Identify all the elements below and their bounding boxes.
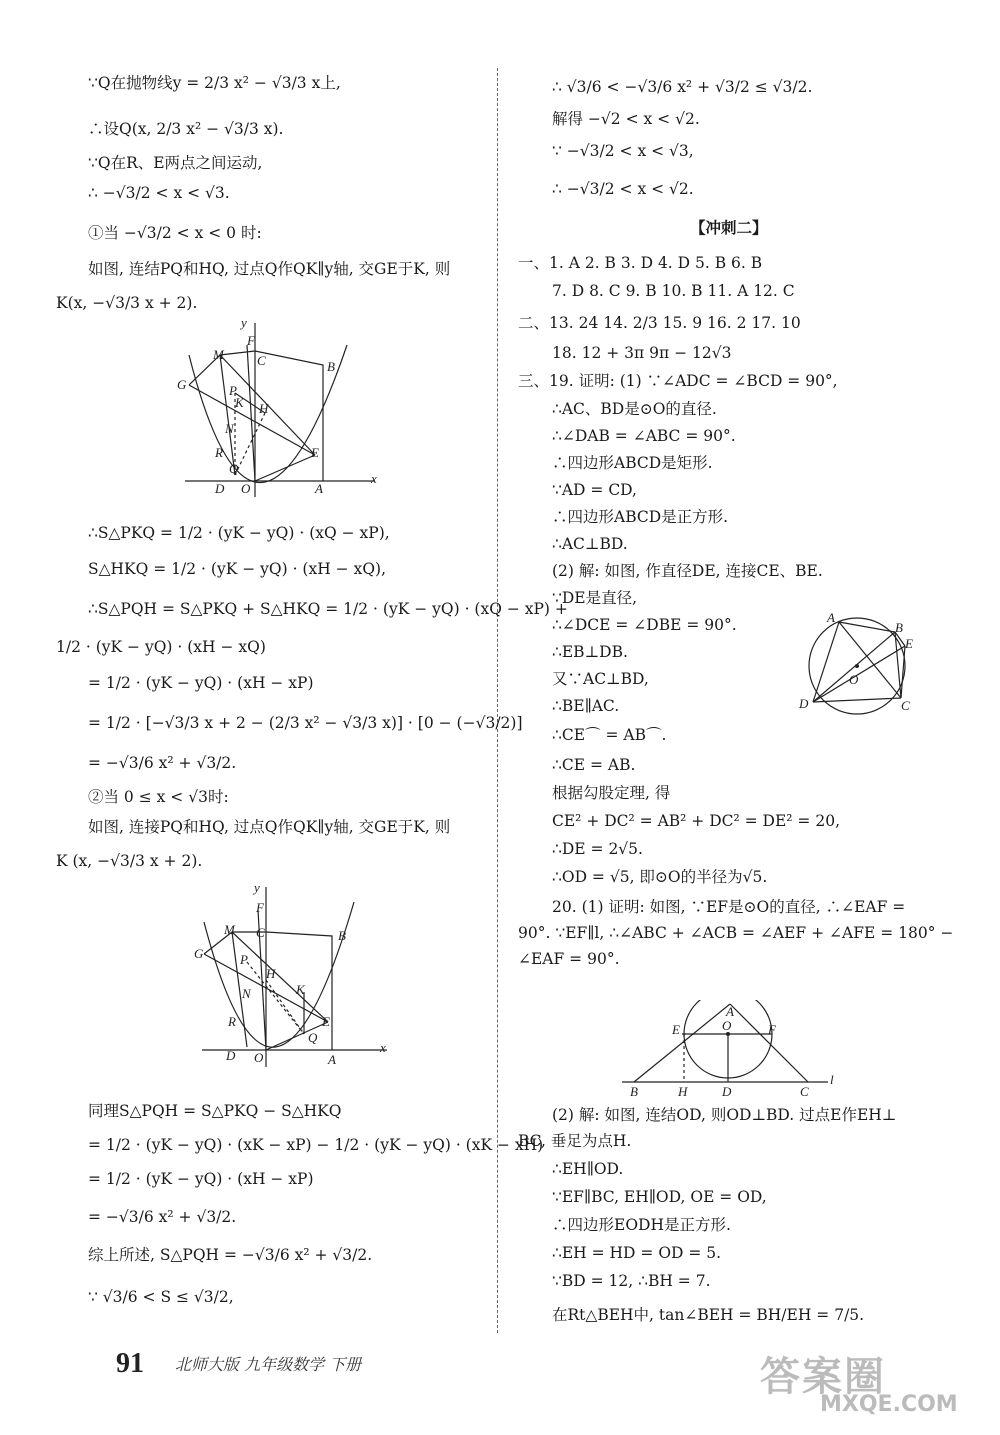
svg-text:C: C: [256, 925, 265, 940]
svg-text:D: D: [722, 1084, 732, 1099]
text-line: ∵EF∥BC, EH∥OD, OE = OD,: [552, 1188, 767, 1206]
text-line: 二、13. 24 14. 2/3 15. 9 16. 2 17. 10: [518, 314, 801, 332]
text-line: ∴ −√3/2 < x < √2.: [552, 180, 694, 198]
watermark-url: MXQE.COM: [820, 1392, 958, 1417]
svg-text:N: N: [242, 986, 251, 1001]
page-number: 91: [116, 1348, 144, 1379]
text-line: 同理S△PQH = S△PKQ − S△HKQ: [88, 1102, 342, 1120]
text-line: 又∵AC⊥BD,: [552, 670, 649, 688]
text-line: ∴EH∥OD.: [552, 1160, 624, 1178]
text-line: ∵AD = CD,: [552, 481, 637, 499]
text-line: ∴ −√3/2 < x < √3.: [88, 184, 230, 202]
text-line: 一、1. A 2. B 3. D 4. D 5. B 6. B: [518, 254, 763, 272]
svg-text:F: F: [247, 333, 255, 348]
text-line: ∴四边形ABCD是矩形.: [552, 454, 713, 472]
svg-text:P: P: [229, 383, 237, 398]
svg-text:R: R: [215, 445, 223, 460]
text-line: ①当 −√3/2 < x < 0 时:: [88, 224, 262, 242]
text-line: 1/2 · (yK − yQ) · (xH − xQ): [56, 638, 266, 656]
svg-text:B: B: [895, 620, 903, 635]
text-line: ∵DE是直径,: [552, 589, 638, 607]
text-line: BC, 垂足为点H.: [518, 1132, 632, 1150]
svg-text:G: G: [194, 946, 204, 961]
svg-text:y: y: [241, 315, 247, 330]
svg-text:F: F: [256, 900, 264, 915]
text-line: = 1/2 · (yK − yQ) · (xH − xP): [88, 674, 314, 692]
book-title: 北师大版 九年级数学 下册: [175, 1355, 362, 1374]
text-line: ∵BD = 12, ∴BH = 7.: [552, 1272, 711, 1290]
text-line: ∴EH = HD = OD = 5.: [552, 1244, 722, 1262]
text-line: 在Rt△BEH中, tan∠BEH = BH/EH = 7/5.: [552, 1306, 865, 1324]
svg-text:B: B: [630, 1084, 638, 1099]
text-line: 解得 −√2 < x < √2.: [552, 110, 700, 128]
text-line: 根据勾股定理, 得: [552, 784, 671, 802]
text-line: 三、19. 证明: (1) ∵∠ADC = ∠BCD = 90°,: [518, 372, 838, 390]
svg-text:O: O: [849, 672, 859, 687]
text-line: ∴S△PKQ = 1/2 · (yK − yQ) · (xQ − xP),: [88, 524, 390, 542]
svg-text:A: A: [726, 1004, 734, 1019]
text-line: ∴OD = √5, 即⊙O的半径为√5.: [552, 868, 768, 886]
text-line: 如图, 连接PQ和HQ, 过点Q作QK∥y轴, 交GE于K, 则: [88, 818, 451, 836]
svg-text:H: H: [678, 1084, 688, 1099]
text-line: (2) 解: 如图, 作直径DE, 连接CE、BE.: [552, 562, 823, 580]
watermark-logo: 答案圈: [760, 1354, 886, 1400]
text-line: ②当 0 ≤ x < √3时:: [88, 788, 229, 806]
text-line: ∴CE⌒ = AB⌒.: [552, 726, 667, 744]
text-line: ∴EB⊥DB.: [552, 643, 628, 661]
text-line: ∵Q在R、E两点之间运动,: [88, 154, 263, 172]
section-heading: 【冲刺二】: [690, 219, 768, 237]
text-line: ∴CE = AB.: [552, 756, 636, 774]
svg-text:y: y: [254, 882, 260, 895]
text-line: = 1/2 · (yK − yQ) · (xK − xP) − 1/2 · (yK − yQ) · (xK − xH): [88, 1136, 544, 1154]
text-line: 7. D 8. C 9. B 10. B 11. A 12. C: [552, 282, 795, 300]
svg-text:Q: Q: [308, 1030, 318, 1045]
svg-text:N: N: [225, 421, 234, 436]
text-line: = −√3/6 x² + √3/2.: [88, 1208, 237, 1226]
figure-2-parabola: [192, 882, 392, 1072]
text-line: 综上所述, S△PQH = −√3/6 x² + √3/2.: [88, 1246, 373, 1264]
svg-text:D: D: [799, 696, 809, 711]
text-line: 18. 12 + 3π 9π − 12√3: [552, 344, 732, 362]
svg-text:A: A: [315, 481, 323, 496]
svg-text:G: G: [177, 377, 187, 392]
text-line: ∴AC、BD是⊙O的直径.: [552, 400, 717, 418]
text-line: = 1/2 · [−√3/3 x + 2 − (2/3 x² − √3/3 x)] · [0 − (−√3/2)]: [88, 714, 523, 732]
svg-text:O: O: [254, 1050, 264, 1065]
svg-text:M: M: [213, 347, 224, 362]
svg-text:A: A: [827, 610, 835, 625]
text-line: (2) 解: 如图, 连结OD, 则OD⊥BD. 过点E作EH⊥: [552, 1106, 897, 1124]
text-line: ∴ √3/6 < −√3/6 x² + √3/2 ≤ √3/2.: [552, 78, 813, 96]
text-line: ∵ −√3/2 < x < √3,: [552, 142, 694, 160]
svg-text:C: C: [901, 698, 910, 713]
svg-text:H: H: [266, 966, 276, 981]
text-line: ∴DE = 2√5.: [552, 840, 643, 858]
svg-text:F: F: [768, 1022, 776, 1037]
svg-text:Q: Q: [229, 461, 239, 476]
text-line: ∠EAF = 90°.: [518, 950, 620, 968]
text-line: ∴AC⊥BD.: [552, 535, 628, 553]
svg-text:C: C: [800, 1084, 809, 1099]
svg-text:B: B: [338, 928, 346, 943]
svg-text:E: E: [311, 445, 319, 460]
text-line: 20. (1) 证明: 如图, ∵EF是⊙O的直径, ∴∠EAF =: [552, 898, 906, 916]
text-line: ∴∠DAB = ∠ABC = 90°.: [552, 427, 736, 445]
svg-text:K: K: [296, 982, 305, 997]
text-line: = −√3/6 x² + √3/2.: [88, 754, 237, 772]
svg-text:x: x: [380, 1040, 386, 1055]
svg-text:B: B: [327, 359, 335, 374]
text-line: ∴设Q(x, 2/3 x² − √3/3 x).: [88, 120, 284, 138]
text-line: ∵ √3/6 < S ≤ √3/2,: [88, 1288, 234, 1306]
svg-text:R: R: [228, 1014, 236, 1029]
figure-4-circle-triangle: [622, 1000, 842, 1100]
svg-text:K: K: [235, 395, 244, 410]
svg-text:l: l: [830, 1072, 834, 1087]
text-line: S△HKQ = 1/2 · (yK − yQ) · (xH − xQ),: [88, 560, 386, 578]
figure-3-circle: [795, 608, 925, 718]
text-line: 90°. ∵EF∥l, ∴∠ABC + ∠ACB = ∠AEF + ∠AFE = 180° −: [518, 924, 954, 942]
svg-text:O: O: [241, 481, 251, 496]
svg-text:E: E: [905, 636, 913, 651]
figure-1-parabola: [175, 315, 385, 500]
text-line: ∴四边形ABCD是正方形.: [552, 508, 729, 526]
svg-text:E: E: [322, 1014, 330, 1029]
text-line: ∴BE∥AC.: [552, 697, 620, 715]
text-line: = 1/2 · (yK − yQ) · (xH − xP): [88, 1170, 314, 1188]
text-line: ∵Q在抛物线y = 2/3 x² − √3/3 x上,: [88, 74, 341, 92]
svg-text:O: O: [722, 1018, 732, 1033]
text-line: ∴四边形EODH是正方形.: [552, 1216, 731, 1234]
svg-text:D: D: [215, 481, 225, 496]
text-line: K(x, −√3/3 x + 2).: [56, 294, 198, 312]
text-line: ∴∠DCE = ∠DBE = 90°.: [552, 616, 737, 634]
svg-text:A: A: [328, 1052, 336, 1067]
text-line: ∴S△PQH = S△PKQ + S△HKQ = 1/2 · (yK − yQ) · (xQ − xP) +: [88, 600, 568, 618]
svg-text:C: C: [257, 353, 266, 368]
svg-text:D: D: [226, 1048, 236, 1063]
svg-text:H: H: [259, 401, 269, 416]
text-line: 如图, 连结PQ和HQ, 过点Q作QK∥y轴, 交GE于K, 则: [88, 260, 451, 278]
svg-text:x: x: [371, 471, 377, 486]
svg-text:M: M: [224, 922, 235, 937]
text-line: K (x, −√3/3 x + 2).: [56, 852, 203, 870]
svg-text:E: E: [672, 1022, 680, 1037]
svg-text:P: P: [240, 952, 248, 967]
text-line: CE² + DC² = AB² + DC² = DE² = 20,: [552, 812, 840, 830]
